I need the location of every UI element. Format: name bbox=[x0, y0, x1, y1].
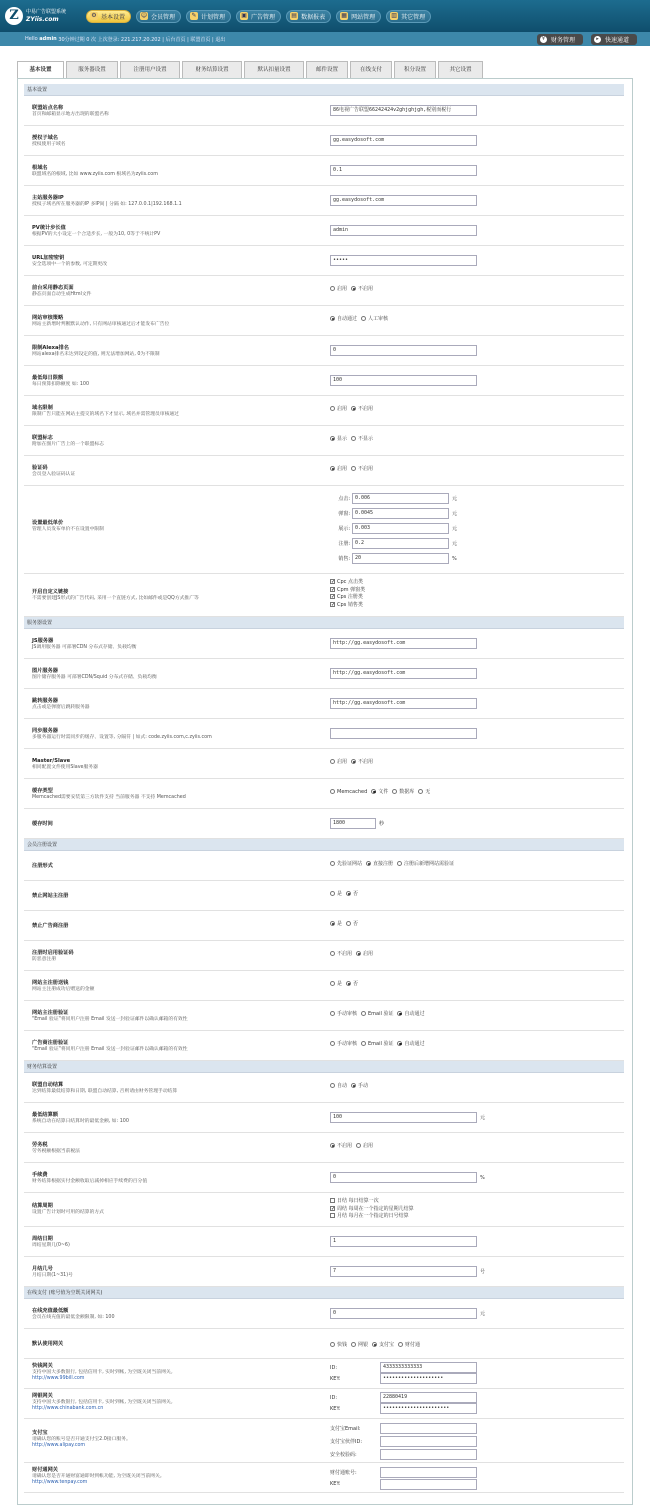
settings-form bbox=[24, 84, 624, 1505]
tenpay-link[interactable]: http://www.tenpay.com bbox=[32, 1480, 88, 1485]
ad-verify-auto-radio[interactable]: 自动通过 bbox=[397, 1041, 424, 1047]
labor-on-radio[interactable]: 启用 bbox=[356, 1143, 373, 1149]
brand-name: 中易广告联盟系统 bbox=[26, 9, 67, 15]
setting-99bill: 快钱网关 支持中国大多数银行, 包括信用卡, 实时到帐, 为空既关闭当前网关。 http://www.99bill.com ID: 4333333333333 KEY: •••••••••••••••••••• bbox=[24, 1359, 624, 1389]
setting-fee: 手续费 财务结算根据实付金额收取后减掉相应手续费的百分值 0 % bbox=[24, 1163, 624, 1193]
sync-server-input[interactable] bbox=[330, 728, 477, 739]
chinabank-link[interactable]: http://www.chinabank.com.cn bbox=[32, 1406, 104, 1411]
js-server-input[interactable]: http://gg.easydosoft.com bbox=[330, 638, 477, 649]
finance-button[interactable]: ¥ 财务管理 bbox=[537, 34, 583, 45]
slave-disable-radio[interactable]: 不启用 bbox=[351, 759, 373, 765]
arrow-icon: ▸ bbox=[594, 36, 601, 43]
site-name-input[interactable]: 86电视广告联盟66242424v2ghjghjgh,税别而税行 bbox=[330, 105, 477, 116]
captcha-disable-radio[interactable]: 不启用 bbox=[351, 466, 373, 472]
setting-month-day: 月结几号 月结日期(1~31)号 7 号 bbox=[24, 1257, 624, 1287]
min-settle-input[interactable]: 100 bbox=[330, 375, 477, 386]
setting-min-price: 设置最低单价 管理人员发布单价不在设置中限制 点击: 0.006 元 弹窗: 0.0045 元 展示: 0.003 元 注册: 0.2 元 销售: 20 % bbox=[24, 486, 624, 574]
setting-reg-mode: 注册形式 先验证网站 直接注册 注册后新增网站需验证 bbox=[24, 851, 624, 881]
settle-manual-radio[interactable]: 手动 bbox=[351, 1083, 368, 1089]
cycle-monthly-checkbox[interactable]: 月结 每月在一个指定的日号结算 bbox=[330, 1213, 414, 1221]
99bill-id-input[interactable]: 4333333333333 bbox=[380, 1362, 477, 1373]
min-pay-input[interactable]: 0 bbox=[330, 1308, 477, 1319]
price-popup-input[interactable]: 0.0045 bbox=[352, 508, 449, 519]
mark-show-radio[interactable]: 显示 bbox=[330, 436, 347, 442]
other-icon: ▥ bbox=[391, 12, 397, 19]
nav-basic-settings[interactable]: ⚙ 基本设置 bbox=[86, 10, 131, 23]
tab-points[interactable]: 积分设置 bbox=[394, 61, 436, 78]
main-nav bbox=[86, 10, 431, 23]
min-amount-input[interactable]: 100 bbox=[330, 1112, 477, 1123]
setting-static-page: 前台采用静态页面 静态页面自动生成Html文件 启用 不启用 bbox=[24, 276, 624, 306]
99bill-link[interactable]: http://www.99bill.com bbox=[32, 1376, 85, 1381]
tab-finance[interactable]: 财务结算设置 bbox=[182, 61, 242, 78]
static-enable-radio[interactable]: 启用 bbox=[330, 286, 347, 292]
setting-jump-server: 跳转服务器 点击或是弹窗后跳转服务器 http://gg.easydosoft.com bbox=[24, 689, 624, 719]
tab-register[interactable]: 注册用户设置 bbox=[120, 61, 180, 78]
jump-server-input[interactable]: http://gg.easydosoft.com bbox=[330, 698, 477, 709]
setting-pv-step: PV统计步长值 根据PV的大小设定一个合适步长, 一般为10, 0等于不统计PV admin bbox=[24, 216, 624, 246]
logo[interactable] bbox=[0, 7, 86, 25]
setting-host-ip: 主站服务器IP 授权子域名所在服务器的IP 多IP间 | 分隔 如: 127.0.0.1|192.168.1.1 gg.easydosoft.com bbox=[24, 186, 624, 216]
nav-reports[interactable]: ▤ 数据报表 bbox=[286, 10, 331, 23]
gw-alipay-radio[interactable]: 支付宝 bbox=[372, 1342, 394, 1348]
site-icon: ▦ bbox=[341, 12, 347, 19]
reg-captcha-on-radio[interactable]: 启用 bbox=[356, 951, 373, 957]
cycle-weekly-checkbox[interactable]: ✓ 周结 每周在一个指定的星期几结算 bbox=[331, 1205, 414, 1212]
ad-verify-manual-radio[interactable]: 手动审核 bbox=[330, 1041, 357, 1047]
ban-ad-yes-radio[interactable]: 是 bbox=[330, 921, 342, 927]
tab-other[interactable]: 其它设置 bbox=[438, 61, 483, 78]
setting-img-server: 图片服务器 图片储存服务器 可部署CDN/Squid 分布式存储、负载均衡 http://gg.easydosoft.com bbox=[24, 659, 624, 689]
alipay-link[interactable]: http://www.alipay.com bbox=[32, 1443, 86, 1448]
site-verify-email-radio[interactable]: Email 验证 bbox=[361, 1011, 393, 1017]
cache-time-input[interactable]: 1800 bbox=[330, 818, 376, 829]
99bill-key-input[interactable]: •••••••••••••••••••• bbox=[380, 1373, 477, 1384]
alexa-input[interactable]: 0 bbox=[330, 345, 477, 356]
setting-alexa: 限制Alexa排名 网站alexa排名未达到设定的值, 则无法增加网站, 0为不限制 0 bbox=[24, 336, 624, 366]
top-header bbox=[0, 0, 650, 32]
tab-online-pay[interactable]: 在线支付 bbox=[350, 61, 392, 78]
yen-icon: ¥ bbox=[541, 36, 546, 42]
setting-site-sent: 网站主注册送钱 网站主注册成功后赠送的金额 是 否 bbox=[24, 971, 624, 1001]
setting-ad-verify: 广告商注册验证 "Email 验证"将同用户注册 Email 发送一封验证邮件以确认邮箱的有效性 手动审核 Email 验证 自动通过 bbox=[24, 1031, 624, 1061]
gw-chinabank-radio[interactable]: 网银 bbox=[351, 1342, 368, 1348]
gw-tenpay-radio[interactable]: 财付通 bbox=[398, 1342, 420, 1348]
chinabank-key-input[interactable]: •••••••••••••••••••••• bbox=[380, 1403, 477, 1414]
setting-chinabank: 网银网关 支持中国大多数银行, 包括信用卡, 实时到帐, 为空既关闭当前网关。 http://www.chinabank.com.cn ID: 22880419 KEY: •••••••••••••••••••••• bbox=[24, 1389, 624, 1419]
price-register-input[interactable]: 0.2 bbox=[352, 538, 449, 549]
settle-auto-radio[interactable]: 自动 bbox=[330, 1083, 347, 1089]
session-info[interactable]: 30分钟过期 0 次 上次登录: 221.217.20.202 | 后台首页 | 联盟首页 | 退出 bbox=[58, 36, 226, 43]
root-domain-input[interactable]: 0.1 bbox=[330, 165, 477, 176]
ban-ad-no-radio[interactable]: 否 bbox=[346, 921, 358, 927]
gw-99bill-radio[interactable]: 快钱 bbox=[330, 1342, 347, 1348]
setting-master-slave: Master/Slave 相同配置文件使用Slave服务器 启用 不启用 bbox=[24, 749, 624, 779]
domain-limit-enable-radio[interactable]: 启用 bbox=[330, 406, 347, 412]
setting-site-verify: 网站主注册验证 "Email 验证"将同用户注册 Email 发送一封验证邮件以确认邮箱的有效性 手动审核 Email 验证 自动通过 bbox=[24, 1001, 624, 1031]
setting-tenpay: 财付通网关 请确认您是否开通财富通即时到帐功能, 为空既关闭当前网关。 http://www.tenpay.com 财付通账号: KEY: bbox=[24, 1463, 624, 1493]
logo-mark: Z bbox=[5, 7, 23, 25]
setting-union-mark: 联盟标志 附加在图片广告上的一个联盟标志 显示 不显示 bbox=[24, 426, 624, 456]
slave-enable-radio[interactable]: 启用 bbox=[330, 759, 347, 765]
alipay-key-input[interactable] bbox=[380, 1449, 477, 1460]
section-online-pay: 在线支付 (账号值为空既关闭网关) bbox=[24, 1287, 624, 1299]
setting-auto-settle: 联盟自动结算 达到结算最低结算和日期, 联盟自动结算, 否则请由财务管理手动结算 自动 手动 bbox=[24, 1073, 624, 1103]
tab-deduction[interactable]: 默认扣量设置 bbox=[244, 61, 304, 78]
tenpay-key-input[interactable] bbox=[380, 1479, 477, 1490]
domain-limit-disable-radio[interactable]: 不启用 bbox=[351, 406, 373, 412]
members-icon: ☺ bbox=[140, 12, 148, 19]
plan-icon: ✎ bbox=[191, 12, 197, 19]
chinabank-id-input[interactable]: 22880419 bbox=[380, 1392, 477, 1403]
tenpay-account-input[interactable] bbox=[380, 1467, 477, 1478]
cps-sale-checkbox[interactable]: ✓ Cps 销售类 bbox=[331, 601, 363, 608]
auth-domain-input[interactable]: gg.easydosoft.com bbox=[330, 135, 477, 146]
setting-sync-server: 同步服务器 多服务器运行时需同步的缓存、设置等, 分隔符 | 如式: code.zyiis.com,c.zyiis.com bbox=[24, 719, 624, 749]
setting-site-name: 联盟站点名称 首页和邮箱显示地方出现的联盟名称 86电视广告联盟66242424v2ghjghjgh,税别而税行 bbox=[24, 96, 624, 126]
ban-site-yes-radio[interactable]: 是 bbox=[330, 891, 342, 897]
site-sent-no-radio[interactable]: 否 bbox=[346, 981, 358, 987]
setting-default-gateway: 默认使用网关 快钱 网银 支付宝 财付通 bbox=[24, 1329, 624, 1359]
setting-captcha: 验证码 会员登入验证码认证 启用 不启用 bbox=[24, 456, 624, 486]
quick-access-button[interactable]: ▸ 快速通道 bbox=[591, 34, 637, 45]
setting-ban-site: 禁止网站主注册 是 否 bbox=[24, 881, 624, 911]
review-auto-radio[interactable]: 自动通过 bbox=[330, 316, 357, 322]
cycle-daily-checkbox[interactable]: 日结 每日结算一次 bbox=[330, 1198, 414, 1206]
site-sent-yes-radio[interactable]: 是 bbox=[330, 981, 342, 987]
settings-icon: ⚙ bbox=[91, 12, 97, 19]
setting-ban-ad: 禁止广告商注册 是 否 bbox=[24, 911, 624, 941]
price-click-input[interactable]: 0.006 bbox=[352, 493, 449, 504]
setting-week-day: 周结日期 周结星期几(0~6) 1 bbox=[24, 1227, 624, 1257]
price-sale-input[interactable]: 20 bbox=[352, 553, 449, 564]
setting-cycle: 结算周期 设置广告计划时可用的结算的方式 日结 每日结算一次 ✓ 周结 每周在一个指定的星期几结算 月结 每月在一个指定的日号结算 bbox=[24, 1193, 624, 1227]
setting-url-key: URL加密密钥 安全选项中一个的参数, 可定期更改 ••••• bbox=[24, 246, 624, 276]
username: admin bbox=[39, 36, 57, 42]
section-server: 服务器设置 bbox=[24, 617, 624, 629]
setting-min-settle: 最低每日限额 每日预算扣除额度 如: 100 100 bbox=[24, 366, 624, 396]
cache-none-radio[interactable]: 无 bbox=[418, 789, 430, 795]
reg-after-verify-radio[interactable]: 注册后新增网站需验证 bbox=[397, 861, 454, 867]
reg-captcha-off-radio[interactable]: 不启用 bbox=[330, 951, 352, 957]
status-bar bbox=[0, 32, 650, 46]
setting-min-amount: 最低结算额 系统自动在结算日结算时的最低金额, 如: 100 100 元 bbox=[24, 1103, 624, 1133]
setting-cache-time: 缓存时间 1800 秒 bbox=[24, 809, 624, 839]
site-verify-manual-radio[interactable]: 手动审核 bbox=[330, 1011, 357, 1017]
nav-members[interactable]: ☺ 会员管理 bbox=[136, 10, 181, 23]
setting-custom-code: 开启自定义链接 不需要创建JS形式的广告代码, 采用一个直链方式, 比如邮件或是QQ方式推广等 ✓ Cpc 点击类 ✓ Cpm 弹窗类 ✓ Cps 注册类 ✓ Cps 销售类 bbox=[24, 574, 624, 617]
tab-server[interactable]: 服务器设置 bbox=[66, 61, 118, 78]
setting-site-review: 网站审核策略 网站主新增时判断默认动作, 只有网站审核通过后才能发布广告位 自动通过 人工审核 bbox=[24, 306, 624, 336]
section-register: 会员注册设置 bbox=[24, 839, 624, 851]
report-icon: ▤ bbox=[291, 12, 297, 19]
week-day-input[interactable]: 1 bbox=[330, 1236, 477, 1247]
setting-reg-captcha: 注册时启用验证码 防恶意注册 不启用 启用 bbox=[24, 941, 624, 971]
ad-verify-email-radio[interactable]: Email 验证 bbox=[361, 1041, 393, 1047]
nav-sites[interactable]: ▦ 网站管理 bbox=[336, 10, 381, 23]
captcha-enable-radio[interactable]: 启用 bbox=[330, 466, 347, 472]
cache-file-radio[interactable]: 文件 bbox=[371, 789, 388, 795]
ads-icon: ▣ bbox=[241, 12, 247, 19]
brand-domain: ZYiis.com bbox=[26, 16, 59, 23]
cache-memcached-radio[interactable]: Memcached bbox=[330, 789, 367, 795]
cache-db-radio[interactable]: 数据库 bbox=[392, 789, 414, 795]
cpc-checkbox[interactable]: ✓ Cpc 点击类 bbox=[331, 579, 364, 585]
nav-other[interactable]: ▥ 其它管理 bbox=[386, 10, 431, 23]
setting-min-pay: 在线充值最低额 会员在线充值的最低金额限制, 如: 100 0 元 bbox=[24, 1299, 624, 1329]
hello-text: Hello bbox=[25, 36, 38, 42]
reg-verify-site-radio[interactable]: 先验证网站 bbox=[330, 861, 362, 867]
tab-basic[interactable]: 基本设置 bbox=[17, 61, 64, 79]
month-day-input[interactable]: 7 bbox=[330, 1266, 477, 1277]
nav-ads[interactable]: ▣ 广告管理 bbox=[236, 10, 281, 23]
setting-alipay: 支付宝 请确认您的账号是否开通支付宝2.0接口服务。 http://www.alipay.com 支付宝Email: 支付宝伙伴ID: 安全校验码: bbox=[24, 1419, 624, 1463]
setting-auth-domain: 授权子域名 授权使用子域名 gg.easydosoft.com bbox=[24, 126, 624, 156]
url-key-input[interactable]: ••••• bbox=[330, 255, 477, 266]
cpm-checkbox[interactable]: ✓ Cpm 弹窗类 bbox=[331, 586, 366, 593]
mark-hide-radio[interactable]: 不显示 bbox=[351, 436, 373, 442]
fee-input[interactable]: 0 bbox=[330, 1172, 477, 1183]
setting-cache-type: 缓存类型 Memcached需要安装第三方软件支持 当前服务器 不支持 Memcached Memcached 文件 数据库 无 bbox=[24, 779, 624, 809]
pv-step-input[interactable]: admin bbox=[330, 225, 477, 236]
labor-off-radio[interactable]: 不启用 bbox=[330, 1143, 352, 1149]
reg-direct-radio[interactable]: 直接注册 bbox=[366, 861, 393, 867]
host-ip-input[interactable]: gg.easydosoft.com bbox=[330, 195, 477, 206]
nav-plans[interactable]: ✎ 计划管理 bbox=[186, 10, 231, 23]
ban-site-no-radio[interactable]: 否 bbox=[346, 891, 358, 897]
settings-tabs bbox=[17, 61, 485, 79]
setting-js-server: JS服务器 JS调用服务器 可部署CDN 分布式存储、负载均衡 http://gg.easydosoft.com bbox=[24, 629, 624, 659]
site-verify-auto-radio[interactable]: 自动通过 bbox=[397, 1011, 424, 1017]
tab-mail[interactable]: 邮件设置 bbox=[306, 61, 348, 78]
alipay-partner-input[interactable] bbox=[380, 1436, 477, 1447]
setting-domain-limit: 域名限制 限制广告只能在网站主提交的域名下才显示, 域名并需管理员审核通过 启用 不启用 bbox=[24, 396, 624, 426]
setting-labor-fee: 劳务税 劳务税额根据当前税法 不启用 启用 bbox=[24, 1133, 624, 1163]
img-server-input[interactable]: http://gg.easydosoft.com bbox=[330, 668, 477, 679]
cps-register-checkbox[interactable]: ✓ Cps 注册类 bbox=[331, 594, 363, 600]
setting-root-domain: 根域名 联盟域名的根域, 比如 www.zyiis.com 根域名为zyiis.com 0.1 bbox=[24, 156, 624, 186]
section-basic: 基本设置 bbox=[24, 84, 624, 96]
static-disable-radio[interactable]: 不启用 bbox=[351, 286, 373, 292]
price-show-input[interactable]: 0.003 bbox=[352, 523, 449, 534]
alipay-email-input[interactable] bbox=[380, 1423, 477, 1434]
review-manual-radio[interactable]: 人工审核 bbox=[361, 316, 388, 322]
section-finance: 财务结算设置 bbox=[24, 1061, 624, 1073]
